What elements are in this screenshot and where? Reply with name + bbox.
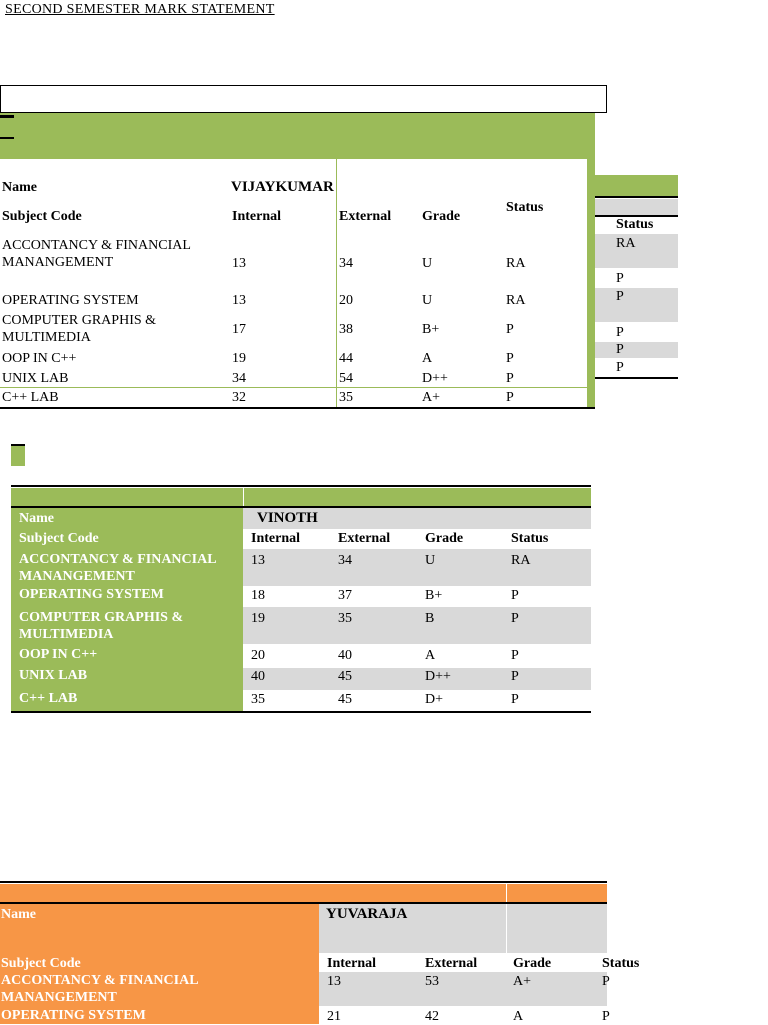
status-cell: P <box>602 1009 610 1024</box>
side-status-cell: P <box>616 342 624 357</box>
side-gray-row <box>595 288 678 322</box>
grade-cell: A <box>422 351 433 366</box>
status-cell: P <box>506 351 514 366</box>
external-header: External <box>339 209 392 224</box>
top-border <box>0 881 607 883</box>
grade-header: Grade <box>513 956 552 971</box>
name-divider <box>506 904 507 953</box>
side-status-cell: P <box>616 360 624 375</box>
subject-cell: UNIX LAB <box>2 371 69 386</box>
side-status-header: Status <box>616 217 654 232</box>
grade-header: Grade <box>422 209 461 224</box>
grade-cell: D++ <box>422 371 448 386</box>
status-cell: P <box>511 648 519 663</box>
subject-cell: C++ LAB <box>19 691 78 706</box>
grade-cell: B+ <box>422 322 440 337</box>
status-cell: P <box>506 371 514 386</box>
green-header-band <box>0 113 595 159</box>
external-cell: 34 <box>338 553 352 568</box>
grade-cell: A <box>425 648 436 663</box>
grade-cell: A+ <box>513 974 532 989</box>
status-cell: P <box>506 390 514 405</box>
status-header: Status <box>602 956 640 971</box>
subject-code-label: Subject Code <box>2 209 82 224</box>
status-cell: P <box>511 611 519 626</box>
subject-cell: OPERATING SYSTEM <box>2 293 139 308</box>
status-cell: RA <box>506 256 526 271</box>
name-label: Name <box>2 180 37 195</box>
grade-cell: B <box>425 611 435 626</box>
side-status-cell: RA <box>616 236 636 251</box>
subject-cell: C++ LAB <box>2 390 59 405</box>
subject-cell: ACCONTANCY & FINANCIAL MANANGEMENT <box>1 973 198 1005</box>
side-status-cell: P <box>616 271 624 286</box>
top-border <box>11 485 591 487</box>
external-cell: 40 <box>338 648 352 663</box>
internal-cell: 19 <box>251 611 265 626</box>
status-cell: P <box>511 669 519 684</box>
external-cell: 54 <box>339 371 353 386</box>
column-divider <box>336 159 337 409</box>
student-name: VIJAYKUMAR <box>231 179 334 195</box>
side-status-cell: P <box>616 289 624 304</box>
internal-cell: 19 <box>232 351 246 366</box>
internal-header: Internal <box>232 209 281 224</box>
gray-stripe <box>243 607 591 644</box>
external-cell: 35 <box>339 390 353 405</box>
header-tick <box>0 137 14 139</box>
gray-stripe <box>243 549 591 586</box>
internal-cell: 32 <box>232 390 246 405</box>
external-cell: 42 <box>425 1009 439 1024</box>
row-divider <box>0 387 587 388</box>
side-gray-row <box>595 342 678 358</box>
grade-cell: U <box>422 256 433 271</box>
internal-cell: 18 <box>251 588 265 603</box>
external-cell: 38 <box>339 322 353 337</box>
subject-cell: UNIX LAB <box>19 668 88 683</box>
status-header: Status <box>511 531 549 546</box>
student-name: YUVARAJA <box>326 906 408 922</box>
side-status-cell: P <box>616 325 624 340</box>
external-header: External <box>425 956 478 971</box>
name-label: Name <box>1 907 36 922</box>
external-cell: 20 <box>339 293 353 308</box>
grade-cell: U <box>425 553 436 568</box>
internal-cell: 35 <box>251 692 265 707</box>
green-right-border <box>587 159 595 409</box>
gray-stripe <box>319 972 607 1006</box>
status-cell: RA <box>511 553 531 568</box>
side-gray-band <box>595 199 678 215</box>
side-line <box>595 196 678 198</box>
grade-cell: D+ <box>425 692 444 707</box>
orange-header-band <box>0 884 607 902</box>
grade-cell: A <box>513 1009 524 1024</box>
internal-cell: 13 <box>232 256 246 271</box>
subject-cell: ACCONTANCY & FINANCIAL MANANGEMENT <box>2 238 191 270</box>
name-label: Name <box>19 511 54 526</box>
external-cell: 37 <box>338 588 352 603</box>
external-cell: 45 <box>338 692 352 707</box>
grade-header: Grade <box>425 531 464 546</box>
status-header: Status <box>506 200 544 215</box>
external-cell: 35 <box>338 611 352 626</box>
side-bottom-line <box>595 377 678 379</box>
gray-stripe <box>243 668 591 690</box>
subject-cell: OPERATING SYSTEM <box>1 1008 146 1023</box>
internal-header: Internal <box>327 956 376 971</box>
table-bottom-border <box>0 407 595 409</box>
external-cell: 44 <box>339 351 353 366</box>
subject-cell: COMPUTER GRAPHIS & MULTIMEDIA <box>2 313 157 345</box>
internal-header: Internal <box>251 531 300 546</box>
internal-cell: 34 <box>232 371 246 386</box>
band-divider <box>243 488 244 506</box>
status-cell: P <box>506 322 514 337</box>
grade-cell: U <box>422 293 433 308</box>
subject-cell: OOP IN C++ <box>19 647 98 662</box>
internal-cell: 13 <box>232 293 246 308</box>
internal-cell: 21 <box>327 1009 341 1024</box>
side-green-band <box>595 175 678 196</box>
external-header: External <box>338 531 391 546</box>
bottom-border <box>11 711 591 713</box>
subject-cell: OPERATING SYSTEM <box>19 587 164 602</box>
internal-cell: 13 <box>327 974 341 989</box>
student-name: VINOTH <box>257 510 318 526</box>
external-cell: 53 <box>425 974 439 989</box>
subject-cell: OOP IN C++ <box>2 351 77 366</box>
subject-cell: COMPUTER GRAPHIS & MULTIMEDIA <box>19 610 184 642</box>
internal-cell: 17 <box>232 322 246 337</box>
grade-cell: D++ <box>425 669 451 684</box>
internal-cell: 13 <box>251 553 265 568</box>
page-title: SECOND SEMESTER MARK STATEMENT <box>5 2 275 17</box>
header-tick <box>0 115 14 118</box>
small-green-square <box>11 444 25 466</box>
internal-cell: 40 <box>251 669 265 684</box>
status-cell: P <box>511 692 519 707</box>
side-gray-row <box>595 234 678 268</box>
external-cell: 45 <box>338 669 352 684</box>
external-cell: 34 <box>339 256 353 271</box>
status-cell: P <box>511 588 519 603</box>
status-cell: RA <box>506 293 526 308</box>
subject-code-label: Subject Code <box>1 956 81 971</box>
subject-cell: ACCONTANCY & FINANCIAL MANANGEMENT <box>19 552 216 584</box>
internal-cell: 20 <box>251 648 265 663</box>
band-divider <box>506 884 507 902</box>
grade-cell: B+ <box>425 588 443 603</box>
subject-code-label: Subject Code <box>19 531 99 546</box>
empty-header-box <box>0 85 607 113</box>
small-black-tick <box>11 444 25 446</box>
status-cell: P <box>602 974 610 989</box>
green-header-band <box>11 488 591 506</box>
grade-cell: A+ <box>422 390 441 405</box>
